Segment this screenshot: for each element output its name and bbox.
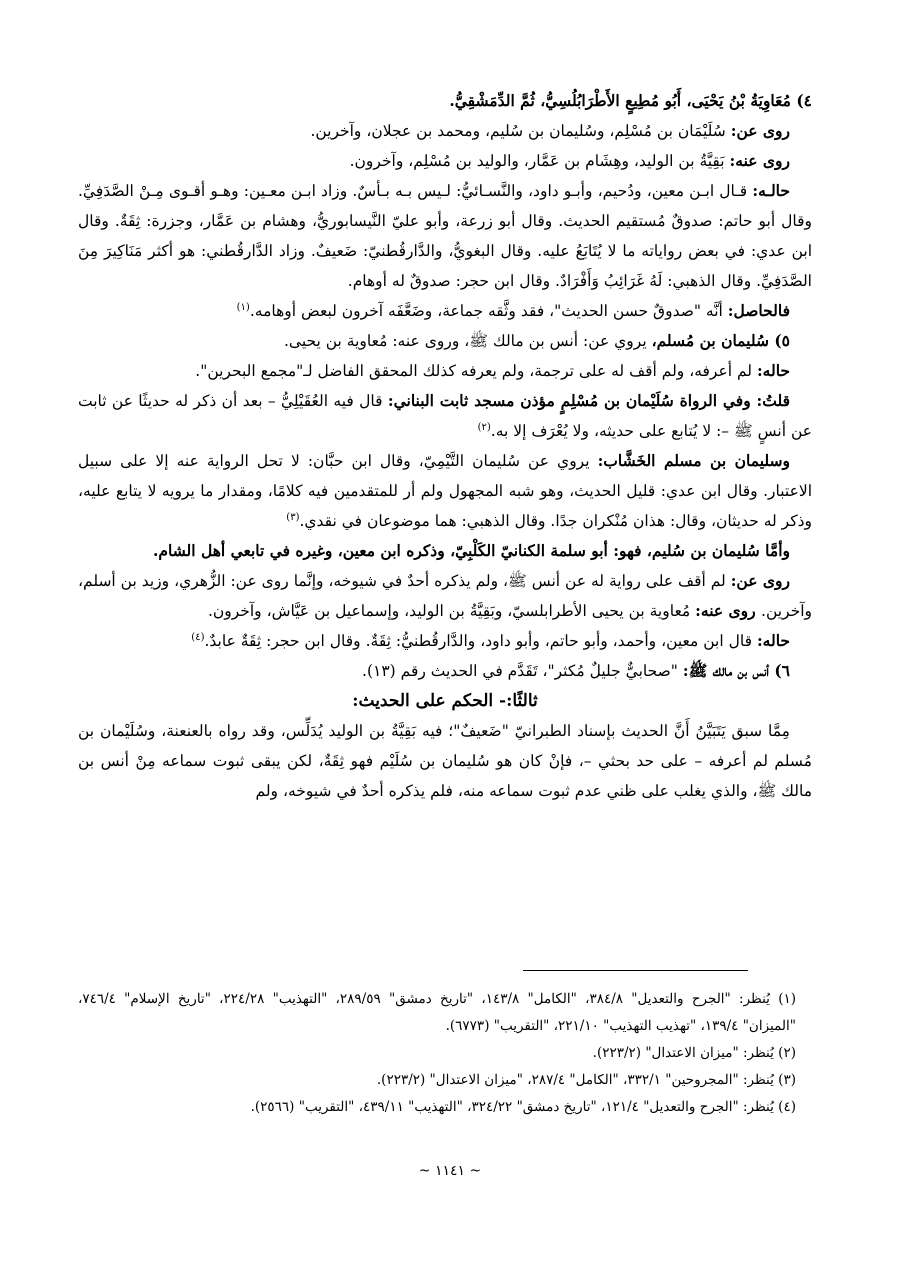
- author-note-khashshab: وسليمان بن مسلم الخَشَّاب: يروي عن سُليمان التَّيْمِيّ، وقال ابن حبَّان: لا تحل الرواية عنه إلا على سبيل الاعتبار. وقال ابن عدي: قليل الحديث، وهو شبه المجهول ولم أر للمتقدمين فيه كلامًا، ومقدار ما يرويه لا يتابع عليه، وذكر له حديثان، وقال: هذان مُنْكران جدًا. وقال الذهبي: هما موضوعان في نقدي.$^{(٣)}$: [78, 451, 812, 530]
- narrator-5-status: حاله: لم أعرفه، ولم أقف له على ترجمة، ولم يعرفه كذلك المحقق الفاضل لـ"مجمع البحرين".: [195, 361, 790, 380]
- narrator-4-narrated-by: روى عنه: بَقِيَّةُ بن الوليد، وهِشَام بن عَمَّار، والوليد بن مُسْلِم، وآخرون.: [349, 151, 790, 170]
- sulayman-bin-sulaym-narrations: روى عن: لم أقف على رواية له عن أنس ﷺ، ولم يذكره أحدٌ في شيوخه، وإنَّما روى عن: الزُّهري، وزيد بن أسلم، وآخرين. روى عنه: مُعاوية بن يحيى الأطرابلسيّ، وبَقِيَّةُ بن الوليد، وإسماعيل بن عَيَّاش، وآخرون.: [78, 571, 812, 620]
- footnote-2: (٢) يُنظر: "ميزان الاعتدال" (٢٢٣/٢).: [592, 1045, 796, 1061]
- narrator-4-narrated-from: روى عن: سُلَيْمَان بن مُسْلِم، وسُليمان بن سُليم، ومحمد بن عجلان، وآخرين.: [310, 121, 790, 140]
- footnote-ref-4: (٤): [191, 631, 205, 643]
- sulayman-bin-sulaym-intro: وأمَّا سُليمان بن سُليم، فهو: أبو سلمة الكنانيّ الكَلْبِيّ، وذكره ابن معين، وغيره في تابعي أهل الشام.: [152, 541, 790, 560]
- footnote-ref-2: (٢): [477, 421, 491, 433]
- footnote-1: (١) يُنظر: "الجرح والتعديل" ٣٨٤/٨، "الكامل" ١٤٣/٨، "تاريخ دمشق" ٢٨٩/٥٩، "التهذيب" ٢٢٤/٢٨، "تاريخ الإسلام" ٧٤٦/٤، "الميزان" ١٣٩/٤، "تهذيب التهذيب" ٢٢١/١٠، "التقريب" (٦٧٧٣).: [78, 991, 797, 1034]
- narrator-4-title: ٤) مُعَاوِيَةُ بْنُ يَحْيَى، أَبُو مُطِيعٍ الأَطْرَابُلُسِيُّ، ثُمَّ الدِّمَشْقِيُّ.: [449, 91, 812, 110]
- footnote-4: (٤) يُنظر: "الجرح والتعديل" ١٢١/٤، "تاريخ دمشق" ٣٢٤/٢٢، "التهذيب" ٤٣٩/١١، "التقريب" (٢٥٦٦).: [250, 1099, 796, 1115]
- narrator-4-status: حالـه: قـال ابـن معين، ودُحيم، وأبـو داود، والنَّسـائيُّ: لـيس بـه بـأسٌ. وزاد ابـن معـين: وهـو أقـوى مِـنْ الصَّدَفِيِّ. وقال أبو حاتم: صدوقٌ مُستقيم الحديث. وقال أبو زرعة، وأبو عليّ النَّيسابوريُّ، وهشام بن عَمَّار، وجزرة: ثِقَةٌ. وقال ابن عدي: في بعض رواياته ما لا يُتَابَعُ عليه. وقال البغويُّ، والدَّارقُطنيّ: ضَعيفٌ. وزاد الدَّارقُطني: هو أكثر مَنَاكِيرَ مِنَ الصَّدَفِيِّ. وقال الذهبي: لَهُ غَرَائِبُ وَأَفْرَادٌ. وقال ابن حجر: صدوقٌ له أوهام.: [78, 181, 812, 290]
- sulayman-bin-sulaym-status: حاله: قال ابن معين، وأحمد، وأبو حاتم، وأبو داود، والدَّارقُطنيُّ: ثِقَةٌ. وقال ابن حجر: ثِقَةٌ عابدٌ.$^{(٤)}$: [191, 631, 790, 650]
- footnote-3: (٣) يُنظر: "المجروحين" ٣٣٢/١، "الكامل" ٢٨٧/٤، "ميزان الاعتدال" (٢٢٣/٢).: [376, 1072, 796, 1088]
- footnote-ref-1: (١): [236, 301, 250, 313]
- page-number: ~ ١١٤١ ~: [418, 1163, 482, 1179]
- author-note-mueddhin: قلتُ: وفي الرواة سُلَيْمان بن مُسْلِمٍ مؤذن مسجد ثابت البناني: قال فيه العُقَيْلِيُّ – بعد أن ذكر له حديثًا عن ثابت عن أنسٍ ﷺ –: لا يُتابع على حديثه، ولا يُعْرَف إلا به.$^{(٢)}$: [78, 391, 812, 440]
- footnote-ref-3: (٣): [286, 511, 300, 523]
- main-text: [78, 86, 812, 806]
- ruling-paragraph: مِمَّا سبق يَتَبَيَّنُ أَنَّ الحديث بإسناد الطبرانيّ "ضَعيفٌ"؛ فيه بَقِيَّةُ بن الوليد يُدَلِّس، وقد رواه بالعنعنة، وسُلَيْمان بن مُسلم لم أعرفه – على حد بحثي –، فإنْ كان هو سُليمان بن سُلَيْم فهو ثِقَةٌ، لكن يبقى ثبوت سماعه مِنْ أنس بن مالك ﷺ، والذي يغلب على ظني عدم ثبوت سماعه منه، فلم يذكره أحدٌ في شيوخه، ولم: [78, 722, 812, 800]
- narrator-5-title: ٥) سُليمان بن مُسلم، يروي عن: أنس بن مالك ﷺ، وروى عنه: مُعاوية بن يحيى.: [283, 331, 790, 350]
- narrator-6-title: ٦) أنس بن مالك ﷺ: "صحابيٌّ جليلٌ مُكثر"، تَقَدَّم في الحديث رقم (١٣).: [362, 661, 790, 680]
- footnote-separator: [523, 970, 748, 971]
- footnotes: [78, 986, 812, 1121]
- narrator-4-conclusion: فالحاصل: أنَّه "صدوقٌ حسن الحديث"، فقد وثَّقه جماعة، وضَعَّفَه آخرون لبعض أوهامه.$^{(١)}$: [236, 301, 790, 320]
- section-heading-ruling: ثالثًا:- الحكم على الحديث:: [352, 691, 538, 711]
